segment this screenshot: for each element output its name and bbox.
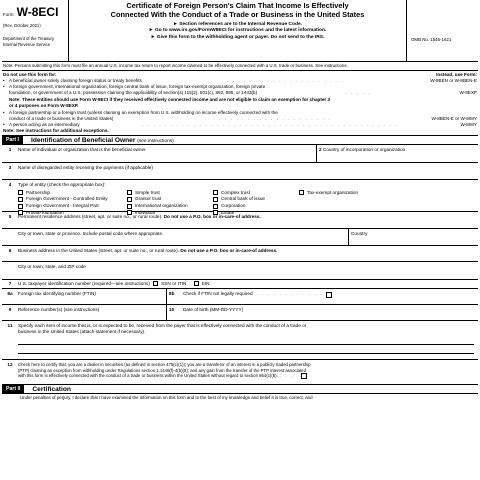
entity-type-label: Individual xyxy=(135,210,155,216)
disregarded-entity-field[interactable]: 3 Name of disregarded entity receiving the payments (if applicable) xyxy=(2,163,478,180)
entity-type-label: Estate xyxy=(221,210,235,216)
do-not-use-heading: Do not use this form for: xyxy=(3,71,57,77)
reference-numbers-field[interactable]: Reference number(s) (see instructions) xyxy=(18,307,100,313)
city-state-postal-field[interactable]: City or town, state or province. Include postal code where appropriate. xyxy=(18,231,164,237)
entity-type-label: Foreign Government - Controlled Entity xyxy=(26,196,108,202)
entity-type-checkbox[interactable] xyxy=(18,197,23,202)
entity-note: Note: These entities should use Form W-8ECI if they received effectively connected income and are not eligible to claim an exemption for chapter 3 or 4 purposes on Form W-8EXP. xyxy=(9,97,331,109)
filing-note: Note: Persons submitting this form must file an annual U.S. income tax return to report income claimed to be effectively connected with a U.S. trade or business. See instructions. xyxy=(2,62,478,71)
entity-type-option xyxy=(18,190,127,196)
instruction-3: ► Give this form to the withholding agent or payer. Do not send to the IRS. xyxy=(150,34,325,40)
alt-form: W-8EXP xyxy=(459,90,477,96)
exception-item: • A foreign partnership or a foreign trust (unless claiming an exemption from U.S. withholding on income effectively connected with the conduct of a trade or business in the United States) . . . . . . . . . . . . . . . . . . . . . W-8BEN-E or W-8IMY xyxy=(3,109,477,121)
exception-item: • A person acting as an intermediary . . . . . . . . . . . . . . . . . . . . . . . . . . . . . . . . . . . . . . . . . . . . . W-8IMY xyxy=(3,121,477,127)
entity-type-option xyxy=(213,190,299,196)
entity-type-label: Central bank of issue xyxy=(221,196,266,202)
do-not-use-section xyxy=(2,71,478,134)
part-2-title: Certification xyxy=(32,385,71,393)
part-1-header xyxy=(2,135,478,145)
omb-block xyxy=(406,0,478,61)
entity-type-label: Private foundation xyxy=(26,210,64,216)
ftin-field[interactable]: Foreign tax identifying number (FTIN) xyxy=(18,291,96,297)
ptp-certification-row: 12 Check here to certify that: you are a dealer in securities (as defined in section 475(c)(1)); you are a transferor of an interest in a publicly traded partnership (PTP) claiming an exception from withholding under Regulations section 1.1446(f)-4(b)(8); and any gain from the transfer of the PTP interest associated with this form is effectively connected with the conduct of a trade or business within the United States without regard to section 864(c)(8). . . . . xyxy=(7,362,311,379)
permanent-address-field[interactable]: 5 Permanent residence address (street, apt. or suite no., or rural route). Do not use a P.O. box or in-care-of address. xyxy=(2,212,478,229)
ftin-row: 8a Foreign tax identifying number (FTIN) 8b Check if FTIN not legally required . . . . . . . . . . . . xyxy=(2,289,478,305)
entity-type-label: Grantor trust xyxy=(135,196,162,202)
entity-type-checkbox[interactable] xyxy=(18,190,23,195)
entity-type-checkbox[interactable] xyxy=(299,190,304,195)
entity-type-label: Complex trust xyxy=(221,189,250,195)
ftin-not-required-checkbox[interactable] xyxy=(326,292,332,298)
entity-type-checkbox[interactable] xyxy=(213,204,218,209)
entity-type-label: Partnership xyxy=(26,189,50,195)
country-of-incorporation-field[interactable]: 2 Country of incorporation or organization xyxy=(316,145,478,162)
part-2-header xyxy=(2,384,478,394)
part-1-label: Part I xyxy=(2,136,23,144)
date-of-birth-field[interactable]: 10 Date of birth (MM-DD-YYYY) xyxy=(166,305,478,320)
entity-type-option xyxy=(18,203,127,209)
form-title-line-2: Connected With the Conduct of a Trade or Business in the United States xyxy=(110,9,365,19)
ein-checkbox[interactable] xyxy=(194,281,199,286)
part-2-label: Part II xyxy=(2,385,24,393)
exceptions-note: Note: See instructions for additional exceptions. xyxy=(3,127,109,133)
city-country-row xyxy=(2,229,478,246)
effectively-connected-income-field[interactable]: 11 Specify each item of income that is, or is expected to be, received from the payer that is effectively connected with the conduct of a trade or business in the United States (attach statement if necessary). xyxy=(2,321,478,360)
entity-type-label: Foreign Government - Integral Part xyxy=(26,203,99,209)
form-title-line-1: Certificate of Foreign Person's Claim That Income Is Effectively xyxy=(126,1,349,10)
entity-grid-spacer xyxy=(299,203,399,209)
us-business-address-field[interactable]: 6 Business address in the United States (street, apt. or suite no., or rural route). Do not use a P.O. box or in-care-of address. xyxy=(2,246,478,262)
dept-line-2: Internal Revenue Service xyxy=(3,41,51,47)
entity-type-section: 4 Type of entity (check the appropriate box): Partnership Simple trust Complex trust Tax-exempt organization Foreign Government - Controlled Entity Grantor trust Central bank of issue Foreign Government - Integral Part International organization Corporation Private foundation Individual Estate xyxy=(2,180,478,212)
entity-type-label: International organization xyxy=(135,203,188,209)
reference-dob-row: 9 Reference number(s) (see instructions) 10 Date of birth (MM-DD-YYYY) xyxy=(2,305,478,321)
entity-type-checkbox[interactable] xyxy=(213,190,218,195)
ssn-itin-checkbox[interactable] xyxy=(153,281,158,286)
dept-line-1: Department of the Treasury xyxy=(3,36,54,42)
part-1-title: Identification of Beneficial Owner xyxy=(30,136,136,144)
form-label: Form xyxy=(3,12,14,17)
entity-type-label: Tax-exempt organization xyxy=(307,189,359,195)
alt-form: W-8BEN-E or W-8IMY xyxy=(431,115,477,121)
instruction-1: ► Section references are to the Internal Revenue Code. xyxy=(172,21,303,27)
certification-text: Under penalties of perjury, I declare that I have examined the information on this form and to the best of my knowledge and belief it is true, correct, and xyxy=(20,395,313,401)
exception-item: • A foreign government, international organization, foreign central bank of issue, foreign tax-exempt organization, foreign private foundation, or government of a U.S. possession claiming the applicability of section(s) 115(2), 501(c), 892, 895, or 1443(b) . . . . . W-8EXP xyxy=(3,84,477,96)
exception-item: • A beneficial owner solely claiming foreign status or treaty benefits . . . . . . . . . . . . . . . . . . . . . W-8BEN or W-8BEN-E xyxy=(3,77,477,83)
line-1-2-row: 1 Name of individual or organization that is the beneficial owner 2 Country of incorporation or organization xyxy=(2,145,478,163)
country-field[interactable]: Country xyxy=(348,229,478,245)
entity-type-checkbox[interactable] xyxy=(18,204,23,209)
form-number: W-8ECI xyxy=(16,5,59,19)
tin-row: 7 U.S. taxpayer identification number (required—see instructions) SSN or ITIN EIN xyxy=(2,280,478,289)
entity-type-checkbox[interactable] xyxy=(127,204,132,209)
omb-number: OMB No. 1545-1621 xyxy=(411,37,452,42)
form-id-block xyxy=(2,0,69,61)
entity-type-checkbox[interactable] xyxy=(127,190,132,195)
entity-grid-spacer xyxy=(299,196,399,202)
entity-type-label: Simple trust xyxy=(135,189,160,195)
entity-type-option xyxy=(299,190,399,196)
instruction-2: ► Go to www.irs.gov/FormW8ECI for instructions and the latest information. xyxy=(148,28,327,34)
entity-type-checkbox[interactable] xyxy=(213,197,218,202)
alt-form: W-8BEN or W-8BEN-E xyxy=(430,77,477,83)
form-header xyxy=(2,0,478,62)
ptp-dealer-checkbox[interactable] xyxy=(301,373,307,379)
instead-use-heading: Instead, use Form: xyxy=(436,71,477,77)
form-title-block xyxy=(69,0,406,61)
revision-date: (Rev. October 2021) xyxy=(3,23,41,28)
us-city-state-zip-field[interactable]: City or town, state, and ZIP code xyxy=(2,262,478,280)
entity-type-option xyxy=(127,196,213,202)
entity-type-option xyxy=(213,203,299,209)
entity-type-option xyxy=(127,203,213,209)
part-1-title-suffix: (see instructions) xyxy=(137,138,174,144)
entity-type-checkbox[interactable] xyxy=(127,197,132,202)
entity-type-label: Corporation xyxy=(221,203,246,209)
entity-type-option xyxy=(127,190,213,196)
entity-type-option xyxy=(18,196,127,202)
form-page xyxy=(2,0,478,480)
beneficial-owner-name-field[interactable]: Name of individual or organization that is the beneficial owner xyxy=(18,147,146,153)
alt-form: W-8IMY xyxy=(460,121,477,127)
entity-type-option xyxy=(213,196,299,202)
